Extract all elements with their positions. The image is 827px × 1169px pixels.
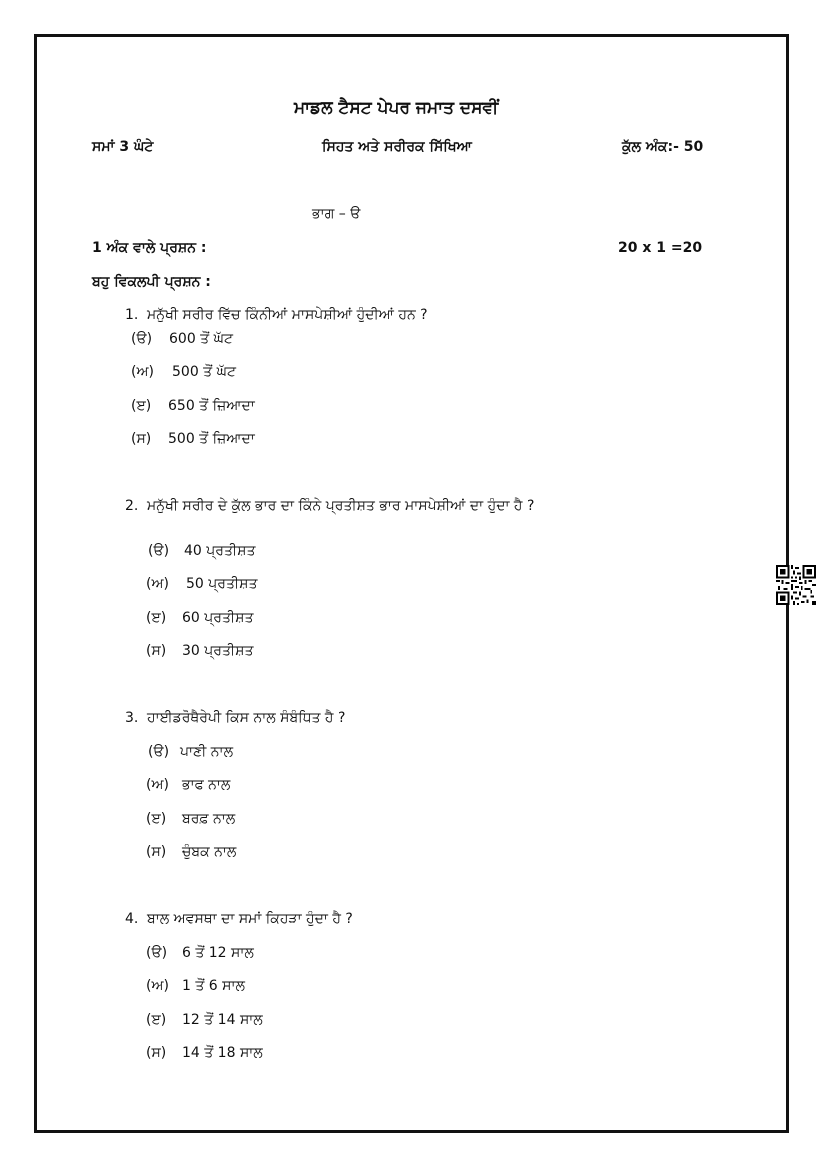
option-text: 1 ਤੋਂ 6 ਸਾਲ — [182, 978, 245, 994]
option-label: (ੲ) — [131, 398, 152, 414]
option-text: ਪਾਣੀ ਨਾਲ — [180, 744, 234, 760]
option-text: ਭਾਫ ਨਾਲ — [182, 777, 231, 793]
question-text: ਹਾਈਡਰੋਥੈਰੇਪੀ ਕਿਸ ਨਾਲ ਸੰਬੰਧਿਤ ਹੈ ? — [147, 710, 346, 726]
option-label: (ਅ) — [146, 576, 169, 592]
option-label: (ਅ) — [146, 978, 169, 994]
option-label: (ੳ) — [131, 331, 153, 347]
total-marks: ਕੁੱਲ ਅੰਕ:- 50 — [622, 139, 704, 155]
option-text: 30 ਪ੍ਰਤੀਸ਼ਤ — [182, 643, 254, 659]
question-number: 3. — [125, 710, 139, 726]
question-number: 4. — [125, 911, 139, 927]
option-text: 50 ਪ੍ਰਤੀਸ਼ਤ — [186, 576, 258, 592]
question-text: ਬਾਲ ਅਵਸਥਾ ਦਾ ਸਮਾਂ ਕਿਹੜਾ ਹੁੰਦਾ ਹੈ ? — [147, 911, 353, 927]
option-label: (ੳ) — [146, 945, 168, 961]
section-label: ਭਾਗ – ੳ — [312, 206, 361, 222]
marks-heading: 1 ਅੰਕ ਵਾਲੇ ਪ੍ਰਸ਼ਨ : — [92, 240, 207, 256]
option-text: 60 ਪ੍ਰਤੀਸ਼ਤ — [182, 610, 254, 626]
question-text: ਮਨੁੱਖੀ ਸਰੀਰ ਦੇ ਕੁੱਲ ਭਾਰ ਦਾ ਕਿੰਨੇ ਪ੍ਰਤੀਸ਼ਤ ਭਾਰ ਮਾਸਪੇਸ਼ੀਆਂ ਦਾ ਹੁੰਦਾ ਹੈ ? — [147, 498, 535, 514]
option-text: 500 ਤੋਂ ਜ਼ਿਆਦਾ — [168, 431, 255, 447]
option-label: (ਸ) — [131, 431, 152, 447]
option-text: 500 ਤੋਂ ਘੱਟ — [172, 364, 236, 380]
option-label: (ੲ) — [146, 811, 167, 827]
option-label: (ਸ) — [146, 643, 167, 659]
option-text: 6 ਤੋਂ 12 ਸਾਲ — [182, 945, 254, 961]
question-number: 2. — [125, 498, 139, 514]
option-label: (ਸ) — [146, 844, 167, 860]
option-label: (ਅ) — [131, 364, 154, 380]
option-text: ਬਰਫ਼ ਨਾਲ — [182, 811, 236, 827]
question-number: 1. — [125, 307, 139, 323]
option-label: (ੳ) — [148, 744, 170, 760]
option-text: 40 ਪ੍ਰਤੀਸ਼ਤ — [184, 543, 256, 559]
option-text: ਚੁੰਬਕ ਨਾਲ — [182, 844, 237, 860]
option-text: 600 ਤੋਂ ਘੱਟ — [169, 331, 233, 347]
option-text: 12 ਤੋਂ 14 ਸਾਲ — [182, 1012, 263, 1028]
question-text: ਮਨੁੱਖੀ ਸਰੀਰ ਵਿੱਚ ਕਿੰਨੀਆਂ ਮਾਸਪੇਸ਼ੀਆਂ ਹੁੰਦੀਆਂ ਹਨ ? — [147, 307, 428, 323]
option-label: (ੳ) — [148, 543, 170, 559]
paper-title: ਮਾਡਲ ਟੈਸਟ ਪੇਪਰ ਜਮਾਤ ਦਸਵੀਂ — [294, 98, 499, 118]
option-label: (ਸ) — [146, 1045, 167, 1061]
option-text: 650 ਤੋਂ ਜ਼ਿਆਦਾ — [168, 398, 255, 414]
option-label: (ੲ) — [146, 1012, 167, 1028]
time-allowed: ਸਮਾਂ 3 ਘੰਟੇ — [92, 139, 154, 155]
option-label: (ੲ) — [146, 610, 167, 626]
qr-code-icon — [776, 565, 816, 605]
subject-title: ਸਿਹਤ ਅਤੇ ਸਰੀਰਕ ਸਿੱਖਿਆ — [322, 139, 472, 155]
option-label: (ਅ) — [146, 777, 169, 793]
mcq-heading: ਬਹੁ ਵਿਕਲਪੀ ਪ੍ਰਸ਼ਨ : — [92, 274, 211, 290]
option-text: 14 ਤੋਂ 18 ਸਾਲ — [182, 1045, 263, 1061]
marks-calc: 20 x 1 =20 — [618, 240, 703, 256]
